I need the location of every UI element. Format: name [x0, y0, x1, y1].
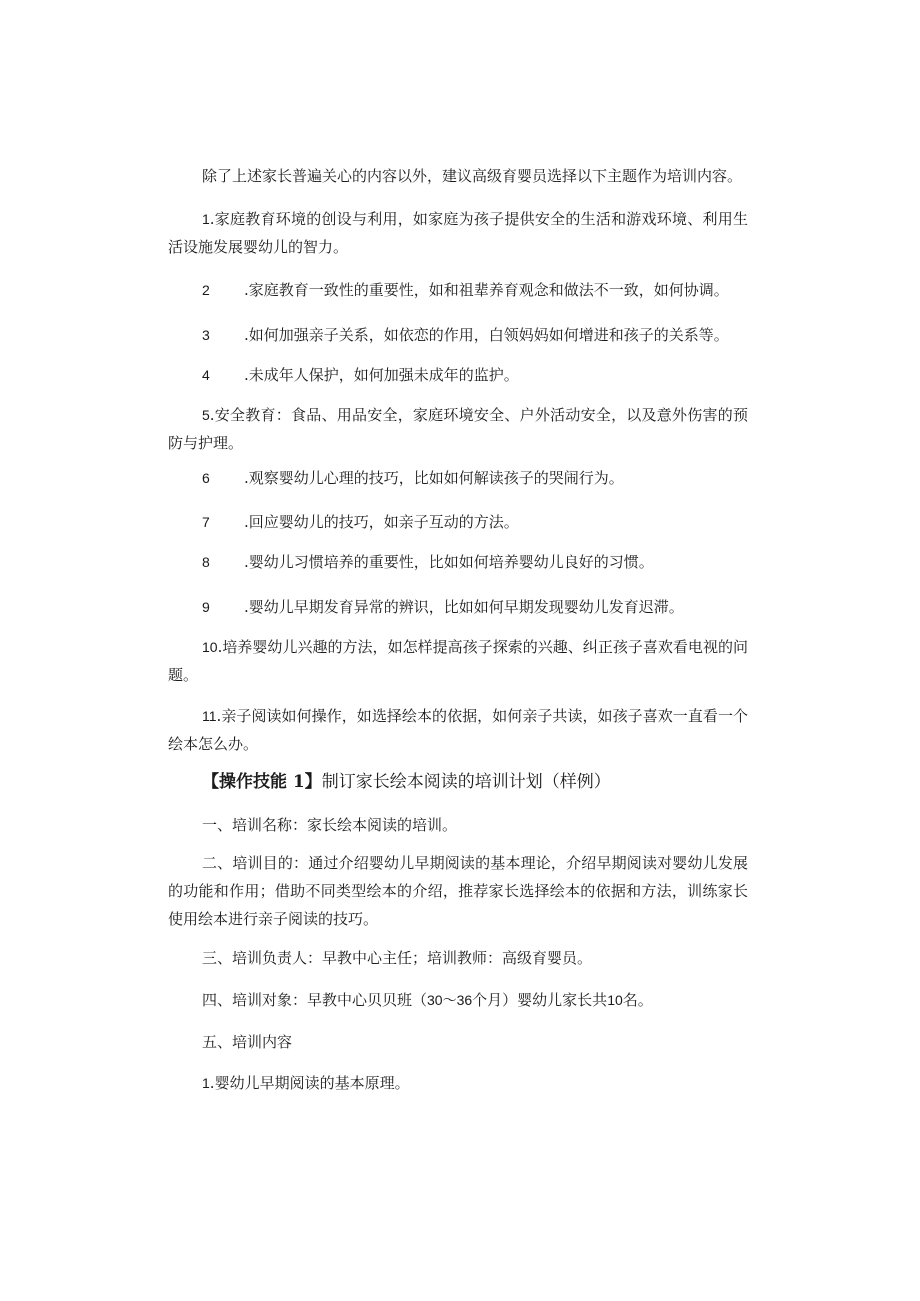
plan-name: 一、培训名称：家长绘本阅读的培训。 [202, 816, 458, 834]
target-prefix: 四、培训对象：早教中心贝贝班（ [202, 991, 428, 1009]
item-number: 2 [202, 282, 210, 298]
item-text: .如何加强亲子关系，如依恋的作用，白领妈妈如何增进和孩子的关系等。 [244, 326, 729, 344]
item-number: 3 [202, 327, 210, 343]
heading-label: 操作技能 1 [219, 772, 305, 792]
list-item [168, 702, 748, 758]
item-text: .家庭教育环境的创设与利用，如家庭为孩子提供安全的生活和游戏环境、利用生活设施发展婴幼儿的智力。 [168, 210, 748, 256]
item-number: 8 [202, 554, 210, 570]
item-text: .婴幼儿早期发育异常的辨识，比如如何早期发现婴幼儿发育迟滞。 [244, 598, 684, 616]
list-item [168, 401, 748, 457]
item-text: .培养婴幼儿兴趣的方法，如怎样提高孩子探索的兴趣、纠正孩子喜欢看电视的问题。 [168, 638, 748, 684]
plan-content-heading: 五、培训内容 [202, 1033, 293, 1051]
item-number: 10 [202, 639, 218, 655]
heading-bracket-open: 【 [202, 772, 219, 792]
intro-paragraph: 除了上述家长普遍关心的内容以外，建议高级育婴员选择以下主题作为培训内容。 [202, 167, 743, 185]
target-middle: 个月）婴幼儿家长共 [472, 991, 608, 1009]
item-text: .观察婴幼儿心理的技巧，比如如何解读孩子的哭闹行为。 [244, 469, 624, 487]
content-item-text: .婴幼儿早期阅读的基本原理。 [209, 1074, 410, 1092]
target-range: 30～36 [427, 992, 473, 1008]
heading-bracket-close: 】 [304, 772, 322, 792]
plan-target [202, 987, 653, 1013]
item-number: 4 [202, 367, 210, 383]
plan-responsible: 三、培训负责人：早教中心主任；培训教师：高级育婴员。 [202, 949, 593, 967]
item-text: .未成年人保护，如何加强未成年的监护。 [244, 366, 519, 384]
item-text: .安全教育：食品、用品安全，家庭环境安全、户外活动安全，以及意外伤害的预防与护理。 [168, 406, 748, 452]
item-number: 7 [202, 514, 210, 530]
content-item-number: 1 [202, 1075, 210, 1091]
item-text: .家庭教育一致性的重要性，如和祖辈养育观念和做法不一致，如何协调。 [244, 281, 729, 299]
item-number: 9 [202, 599, 210, 615]
item-text: .婴幼儿习惯培养的重要性，比如如何培养婴幼儿良好的习惯。 [244, 553, 654, 571]
target-suffix: 名。 [622, 991, 653, 1009]
item-number: 1 [202, 211, 210, 227]
item-text: .亲子阅读如何操作，如选择绘本的依据，如何亲子共读，如孩子喜欢一直看一个绘本怎么办。 [168, 707, 748, 753]
plan-goal-text: 二、培训目的：通过介绍婴幼儿早期阅读的基本理论，介绍早期阅读对婴幼儿发展的功能和作用；借助不同类型绘本的介绍，推荐家长选择绘本的依据和方法，训练家长使用绘本进行亲子阅读的技巧。 [168, 854, 748, 928]
item-text: .回应婴幼儿的技巧，如亲子互动的方法。 [244, 513, 519, 531]
item-number: 6 [202, 470, 210, 486]
section-heading [202, 768, 611, 796]
item-number: 5 [202, 407, 210, 423]
target-count: 10 [607, 992, 623, 1008]
plan-goal [168, 849, 748, 933]
item-number: 11 [202, 708, 217, 724]
list-item [168, 633, 748, 689]
heading-title: 制订家长绘本阅读的培训计划（样例） [321, 772, 611, 792]
list-item [168, 205, 748, 261]
plan-content-item [202, 1070, 410, 1096]
